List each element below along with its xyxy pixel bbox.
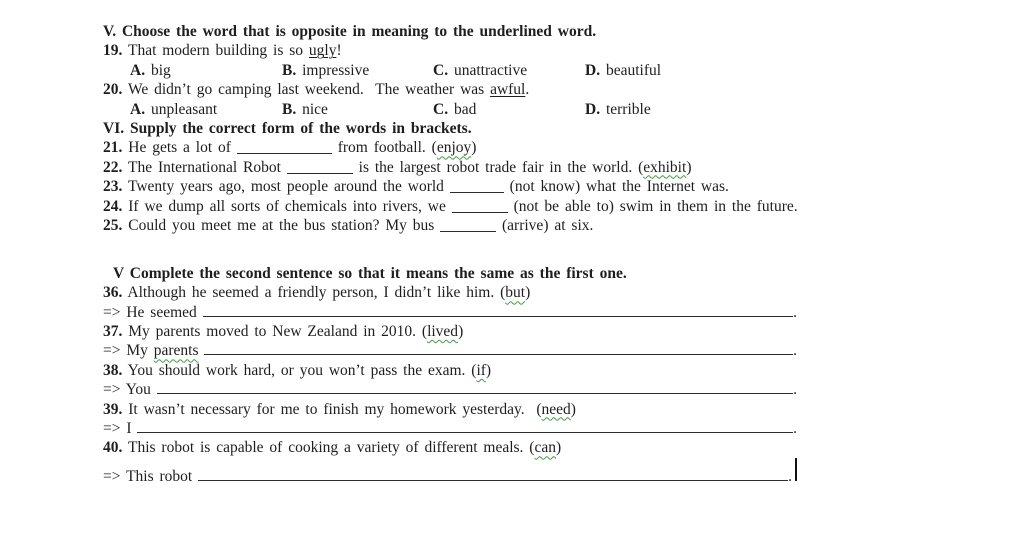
text: This robot is capable of cooking a variety of different meals. ( <box>122 439 535 457</box>
section-v-header <box>103 22 883 41</box>
question-number: VI. Supply the correct form of the words in brackets. <box>103 119 472 137</box>
option-letter: C. <box>433 100 449 118</box>
question-number: 40. <box>103 439 123 457</box>
option-letter: D. <box>585 61 601 79</box>
section-gap <box>103 235 883 264</box>
text: ) <box>525 284 531 302</box>
answer-39 <box>103 419 797 438</box>
question-19-options <box>103 61 883 80</box>
option-letter: B. <box>282 100 297 118</box>
option-text: beautiful <box>600 61 662 79</box>
question-37 <box>103 322 883 341</box>
text: ! <box>336 42 342 60</box>
section-vi-header <box>103 119 883 138</box>
text: That modern building is so <box>122 42 309 60</box>
question-number: V Complete the second sentence so that it means the same as the first one. <box>113 264 627 282</box>
option-c[interactable] <box>433 61 527 80</box>
answer-blank[interactable] <box>203 303 793 317</box>
spellcheck-word: exhibit <box>643 158 687 176</box>
text: . <box>788 467 792 485</box>
question-number: 38. <box>103 361 123 379</box>
text: ) <box>686 158 692 176</box>
text: ) <box>471 139 477 157</box>
option-d[interactable] <box>585 61 661 80</box>
text: from football. ( <box>331 139 437 157</box>
question-number: 22. <box>103 158 123 176</box>
answer-38 <box>103 380 797 399</box>
text: . <box>793 303 797 321</box>
option-b[interactable] <box>282 61 369 80</box>
text: The International Robot <box>122 158 287 176</box>
question-number: 21. <box>103 139 123 157</box>
question-number: 37. <box>103 323 123 341</box>
text: Although he seemed a friendly person, I didn’t like him. ( <box>122 284 506 302</box>
option-letter: C. <box>433 61 449 79</box>
underlined-word: ugly <box>308 42 337 60</box>
option-c[interactable] <box>433 100 476 119</box>
question-21 <box>103 138 883 157</box>
answer-blank[interactable] <box>450 179 504 193</box>
question-25 <box>103 216 883 235</box>
text: . <box>793 420 797 438</box>
text: => You <box>103 381 157 399</box>
question-number: 39. <box>103 400 123 418</box>
option-letter: B. <box>282 61 297 79</box>
text: . <box>793 342 797 360</box>
option-text: unattractive <box>448 61 528 79</box>
question-39 <box>103 400 883 419</box>
question-number: 20. <box>103 81 123 99</box>
text: => My <box>103 342 154 360</box>
spellcheck-word: parents <box>153 342 199 360</box>
question-19 <box>103 41 883 60</box>
question-36 <box>103 283 883 302</box>
question-20 <box>103 80 883 99</box>
spellcheck-word: can <box>534 439 556 457</box>
answer-blank[interactable] <box>237 140 332 154</box>
question-number: V. Choose the word that is opposite in meaning to the underlined word. <box>103 23 597 40</box>
question-22 <box>103 158 883 177</box>
text: He gets a lot of <box>122 139 237 157</box>
answer-blank[interactable] <box>287 160 353 174</box>
underlined-word: awful <box>490 81 526 99</box>
text: My parents moved to New Zealand in 2010. ( <box>122 323 428 341</box>
spellcheck-word: need <box>541 400 571 418</box>
question-number: 19. <box>103 42 123 60</box>
option-text: impressive <box>296 61 370 79</box>
option-a[interactable] <box>130 61 171 80</box>
answer-blank[interactable] <box>204 341 793 355</box>
question-number: 36. <box>103 284 123 302</box>
answer-37 <box>103 341 797 360</box>
spellcheck-word: enjoy <box>436 139 472 157</box>
option-letter: A. <box>130 100 146 118</box>
question-20-options <box>103 100 883 119</box>
option-text: unpleasant <box>145 100 218 118</box>
text: ) <box>570 400 576 418</box>
spellcheck-word: lived <box>427 323 459 341</box>
question-23 <box>103 177 883 196</box>
text: (not be able to) swim in them in the future. <box>507 197 798 215</box>
question-number: 24. <box>103 197 123 215</box>
section-v2-header <box>103 264 883 283</box>
text: We didn’t go camping last weekend. The weather was <box>122 81 491 99</box>
answer-blank[interactable] <box>198 467 788 481</box>
text: ) <box>458 323 464 341</box>
option-text: bad <box>448 100 477 118</box>
answer-36 <box>103 303 797 322</box>
text: Twenty years ago, most people around the world <box>122 178 450 196</box>
text: ) <box>485 361 492 379</box>
option-b[interactable] <box>282 100 328 119</box>
question-38 <box>103 361 883 380</box>
option-text: big <box>145 61 171 79</box>
text: Could you meet me at the bus station? My bus <box>122 216 441 234</box>
text: . <box>793 381 797 399</box>
text: If we dump all sorts of chemicals into rivers, we <box>122 197 452 215</box>
option-text: terrible <box>600 100 651 118</box>
option-text: nice <box>296 100 328 118</box>
option-letter: D. <box>585 100 601 118</box>
text: (arrive) at six. <box>496 216 594 234</box>
document-content <box>103 22 883 485</box>
text: (not know) what the Internet was. <box>503 178 729 196</box>
spellcheck-word: but <box>505 284 526 302</box>
question-number: 25. <box>103 216 123 234</box>
option-a[interactable] <box>130 100 217 119</box>
answer-40 <box>103 458 797 485</box>
answer-blank[interactable] <box>157 380 793 394</box>
question-24 <box>103 197 883 216</box>
text: It wasn’t necessary for me to finish my homework yesterday. ( <box>122 400 542 418</box>
spellcheck-word: if <box>476 361 486 379</box>
text-caret <box>795 458 797 481</box>
text: ) <box>556 439 562 457</box>
option-letter: A. <box>130 61 146 79</box>
option-d[interactable] <box>585 100 651 119</box>
text: . <box>525 81 530 99</box>
text: is the largest robot trade fair in the world. ( <box>352 158 644 176</box>
question-40 <box>103 438 883 457</box>
text: => This robot <box>103 467 199 485</box>
text: => He seemed <box>103 303 203 321</box>
question-number: 23. <box>103 178 123 196</box>
answer-blank[interactable] <box>137 419 793 433</box>
text: => I <box>103 420 138 438</box>
answer-blank[interactable] <box>440 218 496 232</box>
answer-blank[interactable] <box>452 199 508 213</box>
text: You should work hard, or you won’t pass the exam. ( <box>122 361 477 379</box>
